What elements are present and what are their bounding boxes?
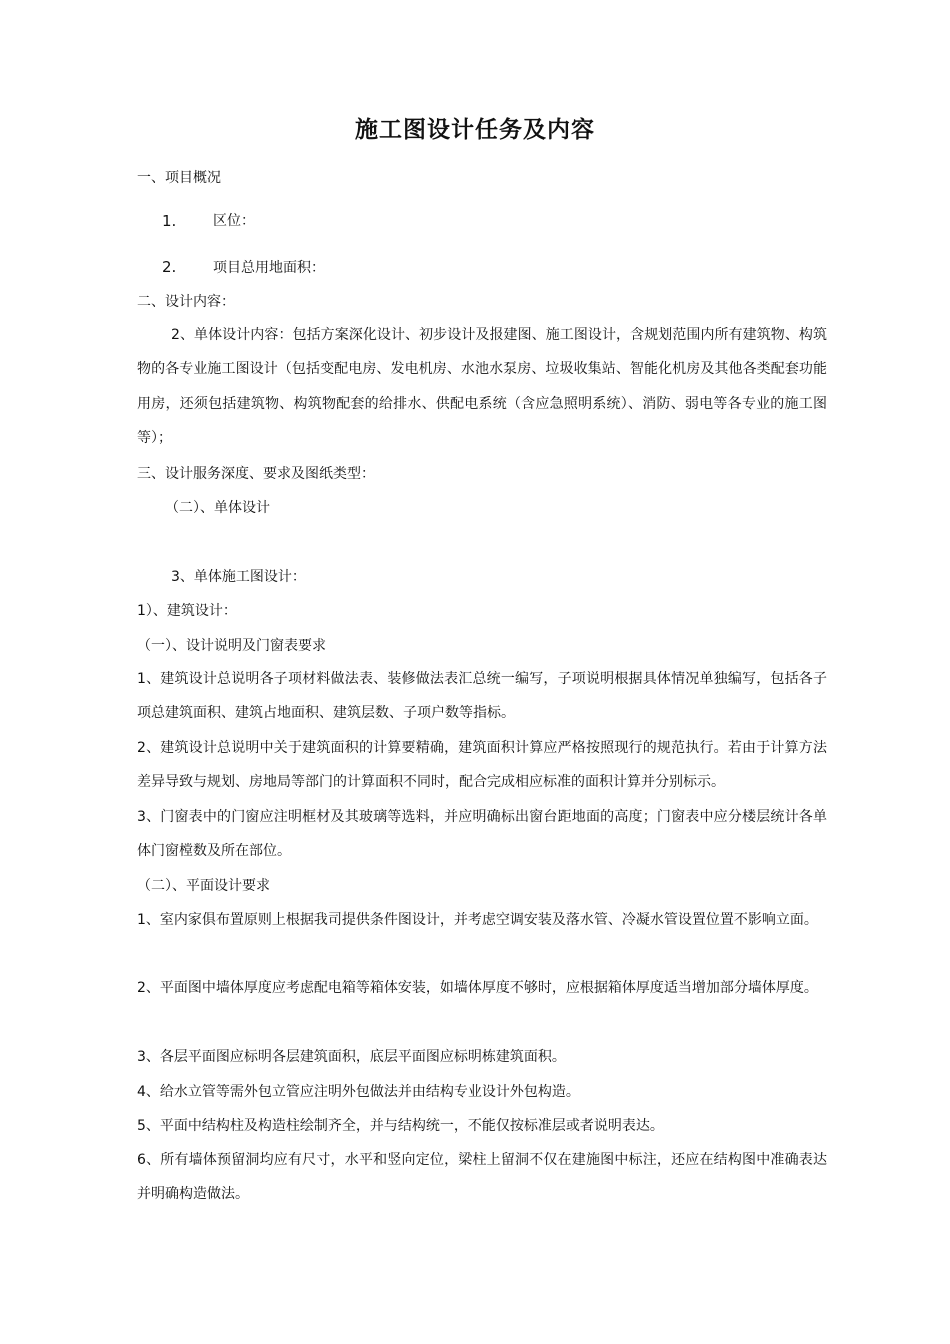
item-3-heading: 3、单体施工图设计： bbox=[171, 569, 306, 585]
architecture-heading: 1）、建筑设计： bbox=[137, 603, 237, 619]
plan-paragraph-4: 4、给水立管等需外包立管应注明外包做法并由结构专业设计外包构造。 bbox=[137, 1084, 580, 1100]
doors-paragraph-1: 1、建筑设计总说明各子项材料做法表、装修做法表汇总统一编写，子项说明根据具体情况单独编写，包括各子项总建筑面积、建筑占地面积、建筑层数、子项户数等指标。 bbox=[137, 671, 827, 722]
plan-paragraph-6: 6、所有墙体预留洞均应有尺寸，水平和竖向定位，梁柱上留洞不仅在建施图中标注，还应在结构图中准确表达并明确构造做法。 bbox=[137, 1152, 827, 1203]
document-title: 施工图设计任务及内容 bbox=[355, 117, 595, 143]
item-2-label: 项目总用地面积： bbox=[213, 260, 325, 276]
item-1-number: 1. bbox=[162, 212, 177, 230]
item-2-number: 2. bbox=[162, 258, 177, 276]
plan-paragraph-1: 1、室内家俱布置原则上根据我司提供条件图设计，并考虑空调安装及落水管、冷凝水管设置位置不影响立面。 bbox=[137, 912, 818, 928]
plan-paragraph-2: 2、平面图中墙体厚度应考虑配电箱等箱体安装，如墙体厚度不够时，应根据箱体厚度适当增加部分墙体厚度。 bbox=[137, 980, 818, 996]
doors-paragraph-2: 2、建筑设计总说明中关于建筑面积的计算要精确，建筑面积计算应严格按照现行的规范执行。若由于计算方法差异导致与规划、房地局等部门的计算面积不同时，配合完成相应标准的面积计算并分别标示。 bbox=[137, 740, 827, 791]
section-1-heading: 一、项目概况 bbox=[137, 170, 221, 186]
section-3-heading: 三、设计服务深度、要求及图纸类型： bbox=[137, 466, 375, 482]
doors-paragraph-3: 3、门窗表中的门窗应注明框材及其玻璃等选料，并应明确标出窗台距地面的高度；门窗表中应分楼层统计各单体门窗樘数及所在部位。 bbox=[137, 809, 827, 860]
section-2-paragraph: 2、单体设计内容：包括方案深化设计、初步设计及报建图、施工图设计，含规划范围内所有建筑物、构筑物的各专业施工图设计（包括变配电房、发电机房、水池水泵房、垃圾收集站、智能化机房及其他各类配套功能用房，还须包括建筑物、构筑物配套的给排水、供配电系统（含应急照明系统）、消防、弱电等各专业的施工图等）； bbox=[137, 327, 827, 447]
plan-heading: （二）、平面设计要求 bbox=[137, 878, 270, 894]
subsection-2-heading: （二）、单体设计 bbox=[165, 500, 270, 516]
plan-paragraph-5: 5、平面中结构柱及构造柱绘制齐全，并与结构统一，不能仅按标准层或者说明表达。 bbox=[137, 1118, 664, 1134]
plan-paragraph-3: 3、各层平面图应标明各层建筑面积，底层平面图应标明栋建筑面积。 bbox=[137, 1049, 566, 1065]
doors-windows-heading: （一）、设计说明及门窗表要求 bbox=[137, 638, 326, 654]
section-2-heading: 二、设计内容： bbox=[137, 294, 235, 310]
item-1-label: 区位： bbox=[213, 213, 255, 229]
